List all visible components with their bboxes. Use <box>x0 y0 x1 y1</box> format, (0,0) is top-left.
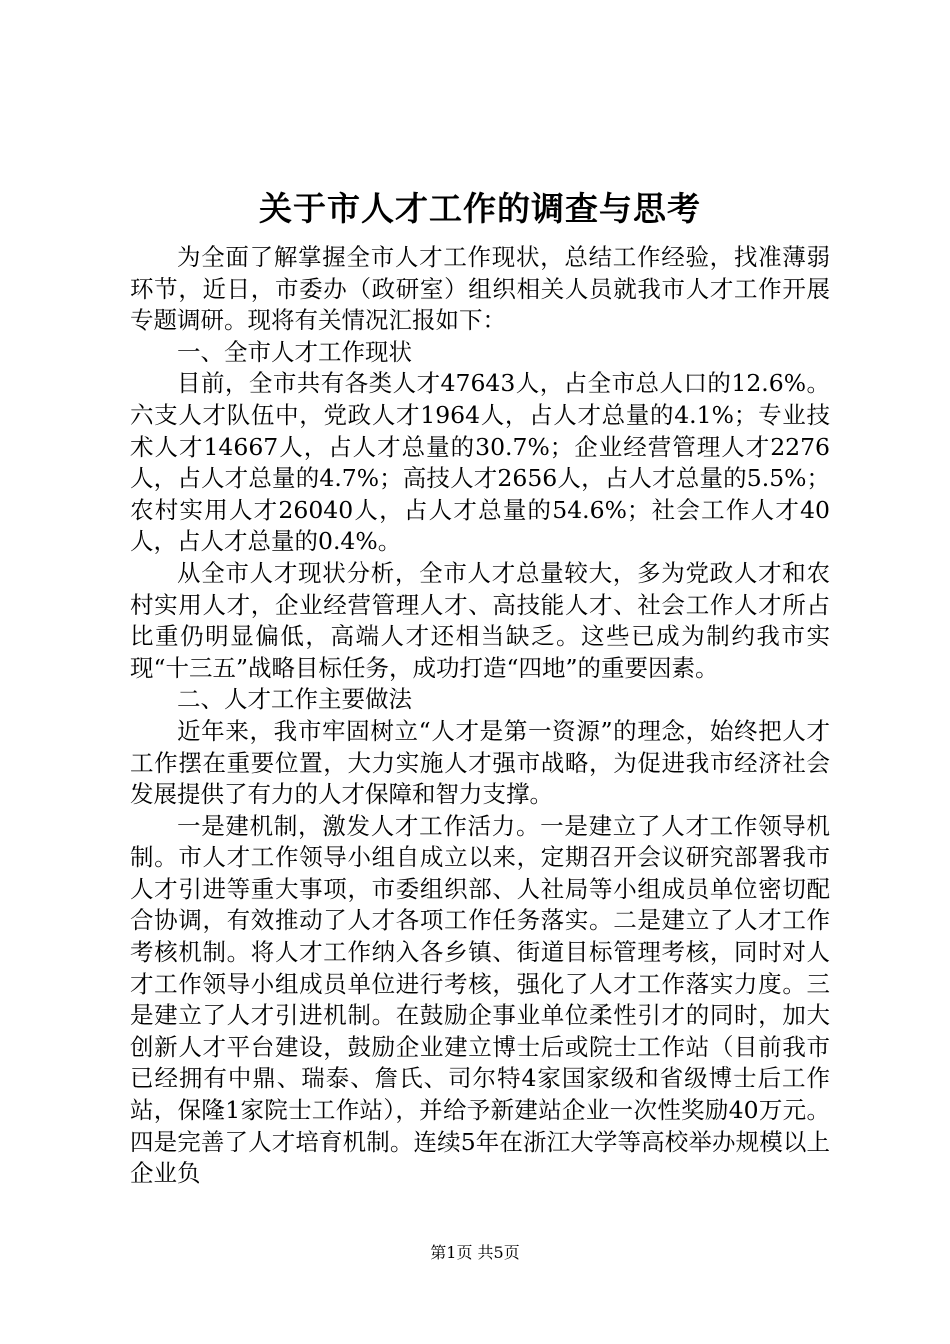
analysis-paragraph: 从全市人才现状分析，全市人才总量较大，多为党政人才和农村实用人才，企业经营管理人才、高技能人才、社会工作人才所占比重仍明显偏低，高端人才还相当缺乏。这些已成为制约我市实现“十三五”战略目标任务，成功打造“四地”的重要因素。 <box>130 558 830 682</box>
mechanism-paragraph: 一是建机制，激发人才工作活力。一是建立了人才工作领导机制。市人才工作领导小组自成立以来，定期召开会议研究部署我市人才引进等重大事项，市委组织部、人社局等小组成员单位密切配合协调，有效推动了人才各项工作任务落实。二是建立了人才工作考核机制。将人才工作纳入各乡镇、街道目标管理考核，同时对人才工作领导小组成员单位进行考核，强化了人才工作落实力度。三是建立了人才引进机制。在鼓励企事业单位柔性引才的同时，加大创新人才平台建设，鼓励企业建立博士后或院士工作站（目前我市已经拥有中鼎、瑞泰、詹氏、司尔特4家国家级和省级博士后工作站，保隆1家院士工作站），并给予新建站企业一次性奖励40万元。四是完善了人才培育机制。连续5年在浙江大学等高校举办规模以上企业负 <box>130 811 830 1188</box>
practice-intro-paragraph: 近年来，我市牢固树立“人才是第一资源”的理念，始终把人才工作摆在重要位置，大力实施人才强市战略，为促进我市经济社会发展提供了有力的人才保障和智力支撑。 <box>130 716 830 809</box>
document-body <box>130 186 830 1190</box>
intro-paragraph: 为全面了解掌握全市人才工作现状，总结工作经验，找准薄弱环节，近日，市委办（政研室）组织相关人员就我市人才工作开展专题调研。现将有关情况汇报如下： <box>130 243 830 335</box>
document-title: 关于市人才工作的调查与思考 <box>259 189 701 228</box>
document-paragraphs <box>130 242 830 1190</box>
section-heading-2: 二、人才工作主要做法 <box>177 685 412 714</box>
page-footer: 第1页 共5页 <box>430 1243 520 1262</box>
status-paragraph: 目前，全市共有各类人才47643人，占全市总人口的12.6%。六支人才队伍中，党政人才1964人，占人才总量的4.1%；专业技术人才14667人，占人才总量的30.7%；企业经营管理人才2276人，占人才总量的4.7%；高技人才2656人，占人才总量的5.5%；农村实用人才26040人，占人才总量的54.6%；社会工作人才40人，占人才总量的0.4%。 <box>130 369 830 556</box>
section-heading-1: 一、全市人才工作现状 <box>177 337 412 366</box>
